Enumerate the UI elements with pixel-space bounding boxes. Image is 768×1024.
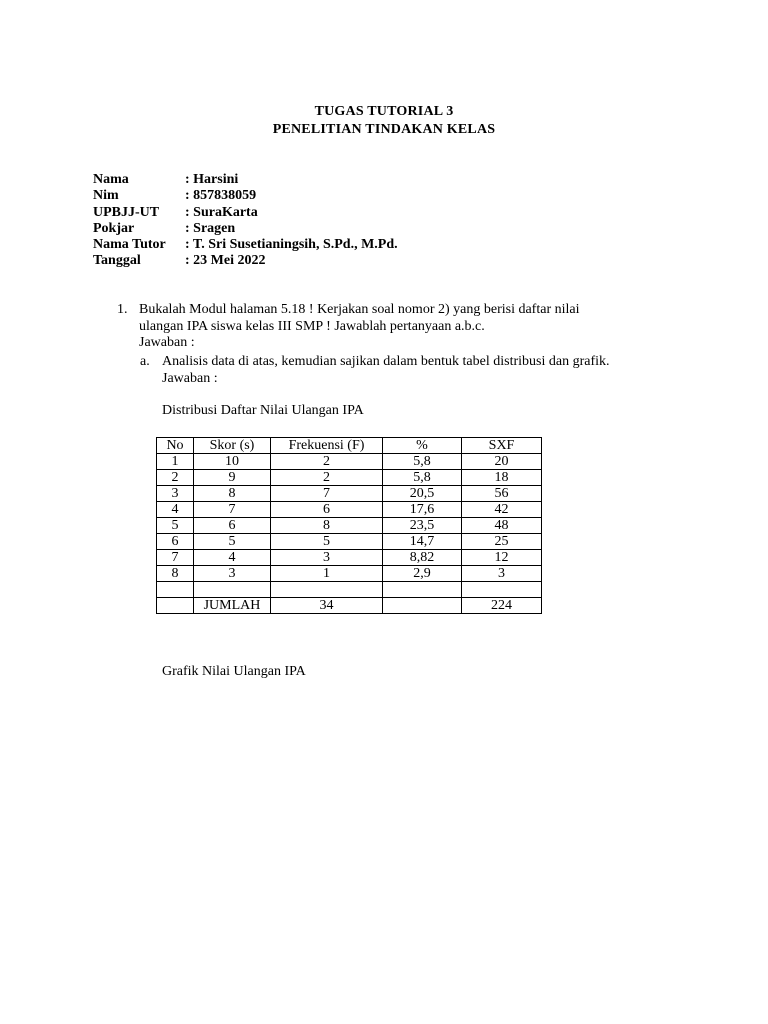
table-cell: 2	[271, 454, 383, 470]
table-cell: 6	[271, 502, 383, 518]
table-cell: 5,8	[383, 470, 462, 486]
table-cell: 3	[271, 550, 383, 566]
table-cell: 8	[157, 566, 194, 582]
table-cell: 3	[157, 486, 194, 502]
table-total-sxf: 224	[462, 598, 542, 614]
table-cell: 3	[462, 566, 542, 582]
table-cell: 3	[194, 566, 271, 582]
identity-block	[93, 172, 398, 270]
table-cell	[157, 598, 194, 614]
table-cell: 8,82	[383, 550, 462, 566]
table-cell: 5	[194, 534, 271, 550]
identity-label: Nim	[93, 188, 119, 204]
identity-label: Nama Tutor	[93, 237, 166, 253]
identity-value: : SuraKarta	[185, 204, 258, 220]
table-cell: 8	[194, 486, 271, 502]
table-cell: 7	[157, 550, 194, 566]
table-cell: 10	[194, 454, 271, 470]
table-row	[157, 486, 542, 502]
identity-label: Tanggal	[93, 253, 141, 269]
table-cell: 1	[271, 566, 383, 582]
table-cell: 12	[462, 550, 542, 566]
identity-row-date	[93, 253, 398, 269]
table-cell: 4	[157, 502, 194, 518]
table-cell	[157, 582, 194, 598]
table-cell: 6	[157, 534, 194, 550]
table-cell	[383, 582, 462, 598]
table-cell: 2,9	[383, 566, 462, 582]
table-total-frequency: 34	[271, 598, 383, 614]
table-row	[157, 550, 542, 566]
table-cell: 14,7	[383, 534, 462, 550]
table-row	[157, 518, 542, 534]
table-total-label: JUMLAH	[194, 598, 271, 614]
table-header-cell: SXF	[462, 438, 542, 454]
identity-value: : 857838059	[185, 188, 257, 204]
table-cell: 7	[194, 502, 271, 518]
table-row	[157, 566, 542, 582]
identity-row-tutor	[93, 237, 398, 253]
identity-label: Pokjar	[93, 220, 135, 236]
identity-row-pokjar	[93, 221, 398, 237]
table-cell: 20,5	[383, 486, 462, 502]
identity-row-nim	[93, 188, 398, 204]
identity-value: : 23 Mei 2022	[185, 253, 266, 269]
table-row	[157, 534, 542, 550]
table-cell: 8	[271, 518, 383, 534]
table-cell: 23,5	[383, 518, 462, 534]
question-text	[139, 302, 679, 352]
table-cell: 5	[271, 534, 383, 550]
table-cell: 2	[157, 470, 194, 486]
table-cell: 6	[194, 518, 271, 534]
subquestion-text	[162, 354, 610, 387]
table-total-row	[157, 598, 542, 614]
table-header-cell: No	[157, 438, 194, 454]
distribution-table	[156, 437, 542, 614]
table-cell: 5,8	[383, 454, 462, 470]
table-row	[157, 454, 542, 470]
table-cell: 42	[462, 502, 542, 518]
identity-value: : Sragen	[185, 220, 236, 236]
subquestion-letter: a.	[140, 354, 150, 369]
table-cell: 4	[194, 550, 271, 566]
table-row	[157, 502, 542, 518]
table-cell: 2	[271, 470, 383, 486]
subquestion-answer-label: Jawaban :	[162, 370, 218, 386]
document-subtitle: PENELITIAN TINDAKAN KELAS	[272, 122, 496, 137]
subquestion-line: Analisis data di atas, kemudian sajikan dalam bentuk tabel distribusi dan grafik.	[162, 354, 610, 369]
table-cell	[462, 582, 542, 598]
identity-value: : T. Sri Susetianingsih, S.Pd., M.Pd.	[185, 237, 398, 253]
identity-row-upbjj	[93, 205, 398, 221]
question-number: 1.	[117, 302, 128, 317]
table-cell: 20	[462, 454, 542, 470]
identity-label: Nama	[93, 172, 129, 187]
table-header-cell: Frekuensi (F)	[271, 438, 383, 454]
question-line-1: Bukalah Modul halaman 5.18 ! Kerjakan soal nomor 2) yang berisi daftar nilai	[139, 302, 580, 317]
table-cell	[271, 582, 383, 598]
table-row-empty	[157, 582, 542, 598]
question-line-2: ulangan IPA siswa kelas III SMP ! Jawablah pertanyaan a.b.c.	[139, 318, 485, 334]
table-cell: 1	[157, 454, 194, 470]
graph-caption: Grafik Nilai Ulangan IPA	[162, 664, 306, 679]
identity-row-name	[93, 172, 398, 188]
table-cell: 18	[462, 470, 542, 486]
identity-value: : Harsini	[185, 172, 239, 187]
table-row	[157, 470, 542, 486]
table-cell: 17,6	[383, 502, 462, 518]
table-cell	[194, 582, 271, 598]
table-header-row	[157, 438, 542, 454]
table-header-cell: Skor (s)	[194, 438, 271, 454]
question-answer-label: Jawaban :	[139, 335, 195, 350]
identity-label: UPBJJ-UT	[93, 204, 160, 220]
table-cell: 56	[462, 486, 542, 502]
table-cell: 25	[462, 534, 542, 550]
table-caption: Distribusi Daftar Nilai Ulangan IPA	[162, 403, 364, 418]
table-cell: 5	[157, 518, 194, 534]
table-cell: 7	[271, 486, 383, 502]
table-cell: 48	[462, 518, 542, 534]
table-cell	[383, 598, 462, 614]
table-cell: 9	[194, 470, 271, 486]
document-title: TUGAS TUTORIAL 3	[314, 104, 454, 119]
table-header-cell: %	[383, 438, 462, 454]
